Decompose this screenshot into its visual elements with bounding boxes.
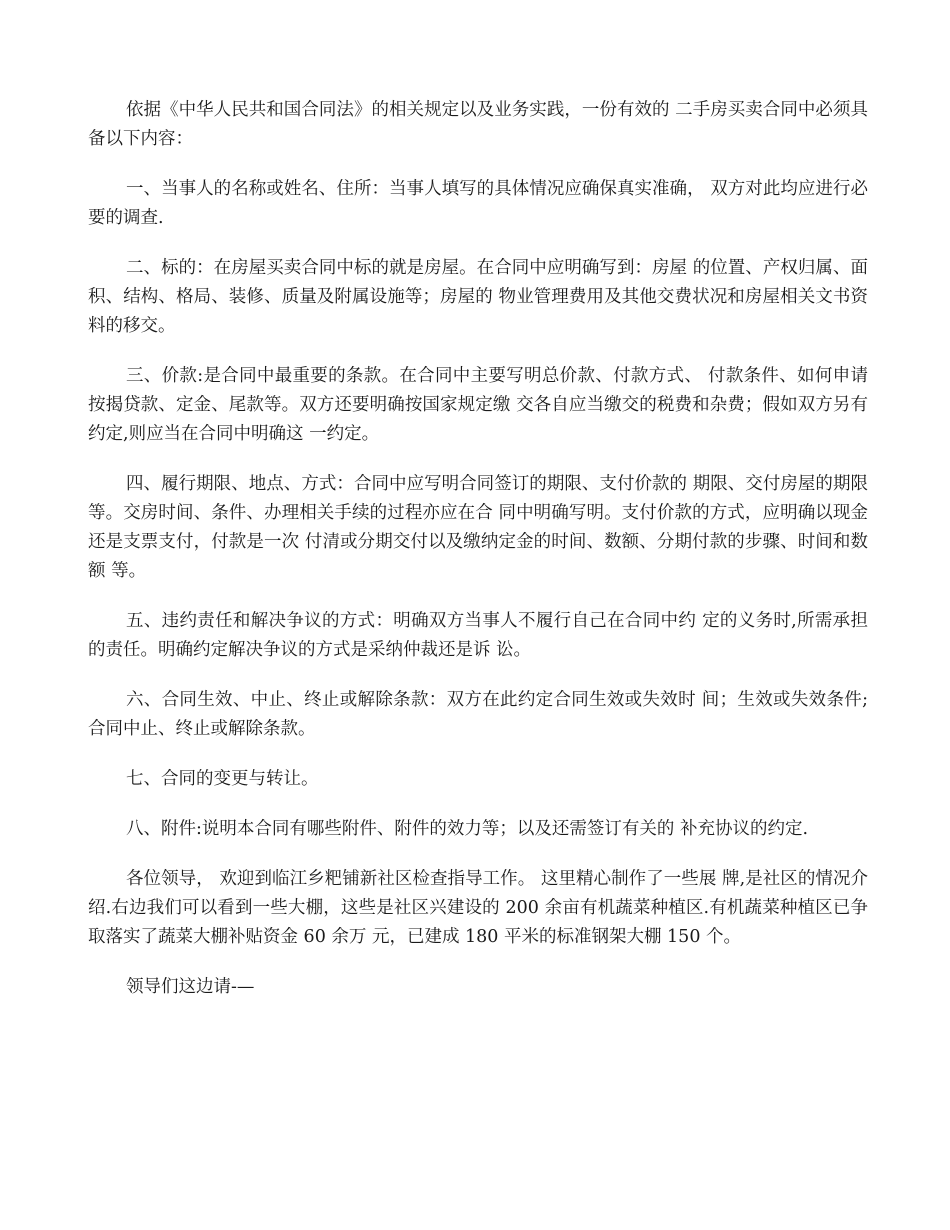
document-page	[88, 96, 868, 1023]
clause-attachment-paragraph: 八、附件:说明本合同有哪些附件、附件的效力等；以及还需签订有关的 补充协议的约定.	[126, 819, 809, 839]
clause-subject-paragraph: 二、标的：在房屋买卖合同中标的就是房屋。在合同中应明确写到：房屋 的位置、产权归属、面积、结构、格局、装修、质量及附属设施等；房屋的 物业管理费用及其他交费状况和房屋相关文书资料的移交。	[88, 258, 868, 336]
clause-change-paragraph: 七、合同的变更与转让。	[126, 769, 319, 789]
closing-line-paragraph: 领导们这边请-—	[126, 977, 255, 997]
welcome-speech-paragraph: 各位领导， 欢迎到临江乡粑铺新社区检查指导工作。 这里精心制作了一些展 牌,是社区的情况介绍.右边我们可以看到一些大棚，这些是社区兴建设的 200 余亩有机蔬菜种植区.有机蔬菜种植区已争取落实了蔬菜大棚补贴资金 60 余万 元，已建成 180 平米的标准钢架大棚 150 个。	[88, 869, 868, 947]
intro-paragraph: 依据《中华人民共和国合同法》的相关规定以及业务实践，一份有效的 二手房买卖合同中必须具备以下内容：	[88, 100, 868, 149]
clause-parties-paragraph: 一、当事人的名称或姓名、住所：当事人填写的具体情况应确保真实准确， 双方对此均应进行必要的调查.	[88, 179, 868, 228]
clause-liability-paragraph: 五、违约责任和解决争议的方式：明确双方当事人不履行自己在合同中约 定的义务时,所需承担的责任。明确约定解决争议的方式是采纳仲裁还是诉 讼。	[88, 611, 868, 660]
clause-performance-paragraph: 四、履行期限、地点、方式：合同中应写明合同签订的期限、支付价款的 期限、交付房屋的期限等。交房时间、条件、办理相关手续的过程亦应在合 同中明确写明。支付价款的方式，应明确以现金还是支票支付，付款是一次 付清或分期交付以及缴纳定金的时间、数额、分期付款的步骤、时间和数额 等。	[88, 474, 868, 581]
clause-price-paragraph: 三、价款:是合同中最重要的条款。在合同中主要写明总价款、付款方式、 付款条件、如何申请按揭贷款、定金、尾款等。双方还要明确按国家规定缴 交各自应当缴交的税费和杂费；假如双方另有约定,则应当在合同中明确这 一约定。	[88, 366, 868, 444]
clause-effect-paragraph: 六、合同生效、中止、终止或解除条款：双方在此约定合同生效或失效时 间；生效或失效条件;合同中止、终止或解除条款。	[88, 690, 868, 739]
